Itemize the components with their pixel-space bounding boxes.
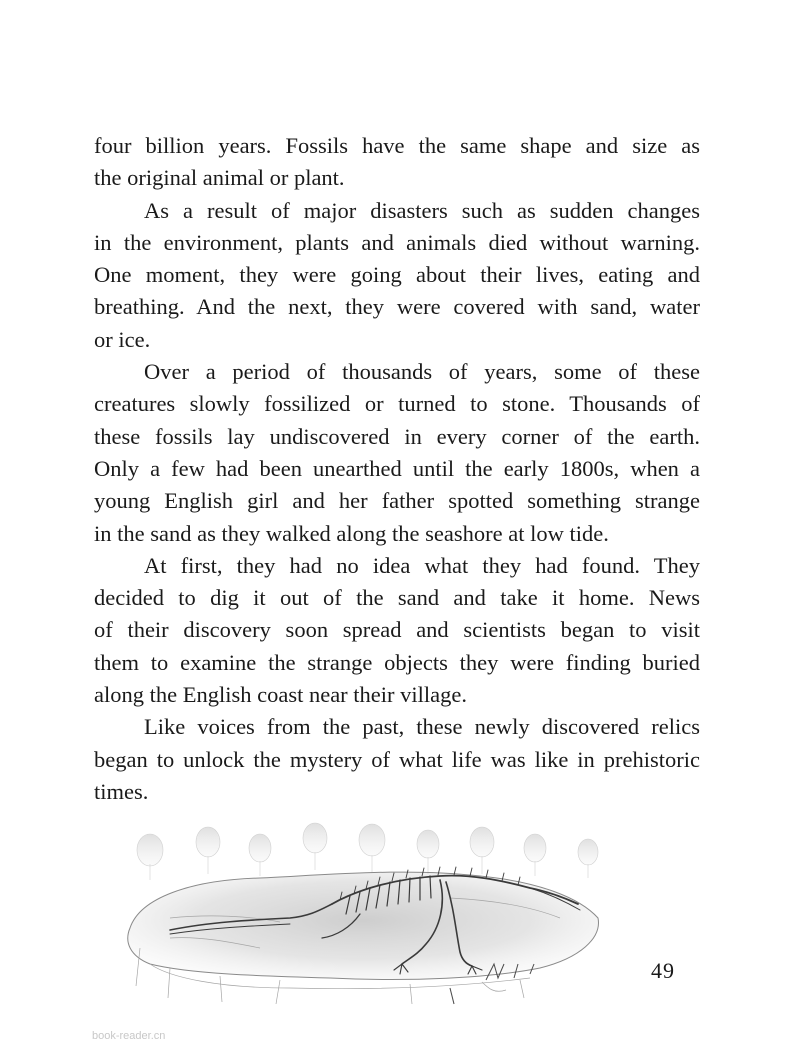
page-number: 49	[651, 958, 675, 983]
text-line: of their discovery soon spread and scientists began to visit	[94, 617, 700, 643]
text-line: along the English coast near their village.	[94, 682, 468, 708]
text-line: Only a few had been unearthed until the early 1800s, when a	[94, 455, 700, 481]
text-line: or ice.	[94, 326, 151, 352]
text-line: young English girl and her father spotted something strange	[94, 488, 700, 514]
text-line: in the sand as they walked along the seashore at low tide.	[94, 520, 609, 546]
text-line: Over a period of thousands of years, some of these	[144, 359, 700, 385]
text-line: them to examine the strange objects they were finding buried	[94, 649, 700, 675]
text-line: creatures slowly fossilized or turned to stone. Thousands of	[94, 391, 700, 417]
text-line: these fossils lay undiscovered in every corner of the earth.	[94, 423, 700, 449]
text-line: in the environment, plants and animals died without warning.	[94, 229, 700, 255]
text-line: began to unlock the mystery of what life was like in prehistoric	[94, 746, 700, 772]
text-line: four billion years. Fossils have the same shape and size as	[94, 133, 700, 158]
text-line: Like voices from the past, these newly discovered relics	[144, 714, 700, 740]
fossil-illustration	[110, 818, 610, 1008]
body-text	[94, 130, 700, 808]
text-line: As a result of major disasters such as sudden changes	[144, 197, 700, 223]
watermark: book-reader.cn	[92, 1030, 166, 1042]
text-line: times.	[94, 778, 149, 804]
text-line: decided to dig it out of the sand and take it home. News	[94, 585, 700, 611]
text-line: One moment, they were going about their lives, eating and	[94, 262, 700, 288]
background-trees	[137, 823, 598, 880]
text-line: the original animal or plant.	[94, 165, 345, 191]
text-line: breathing. And the next, they were covered with sand, water	[94, 294, 700, 320]
text-line: At first, they had no idea what they had found. They	[144, 552, 700, 578]
